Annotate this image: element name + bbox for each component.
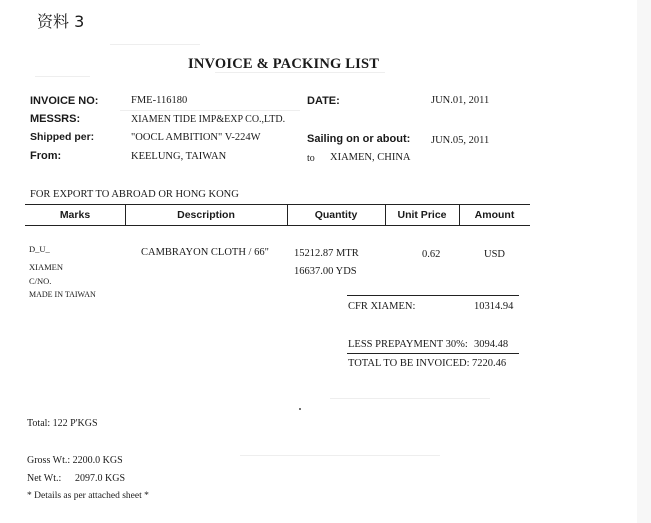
marks-line-1: D_U_	[29, 244, 50, 254]
gross-weight: Gross Wt.: 2200.0 KGS	[27, 455, 123, 466]
invoice-no-label: INVOICE NO:	[30, 95, 99, 107]
row-description: CAMBRAYON CLOTH / 66"	[141, 247, 269, 258]
cfr-label: CFR XIAMEN:	[348, 301, 416, 312]
invoiced-label: TOTAL TO BE INVOICED:	[348, 358, 470, 369]
marks-line-4: MADE IN TAIWAN	[29, 290, 96, 299]
table-header-quantity: Quantity	[314, 209, 358, 221]
table-header-amount: Amount	[474, 209, 515, 221]
net-weight-value: 2097.0 KGS	[75, 473, 126, 484]
row-currency: USD	[484, 249, 506, 260]
marks-line-2: XIAMEN	[29, 262, 63, 272]
table-header-bottom-rule	[25, 225, 530, 226]
scan-artifact	[330, 398, 490, 399]
from-value: KEELUNG, TAIWAN	[131, 151, 227, 162]
invoice-no-value: FME-116180	[131, 95, 188, 106]
prepayment-label: LESS PREPAYMENT 30%:	[348, 339, 468, 350]
cfr-top-rule	[347, 295, 519, 296]
scan-artifact	[35, 76, 90, 77]
net-weight-label: Net Wt.:	[27, 473, 62, 484]
table-top-rule	[25, 204, 530, 205]
row-unit-price: 0.62	[422, 249, 441, 260]
from-label: From:	[30, 150, 62, 162]
table-header-unit-price: Unit Price	[397, 209, 447, 221]
date-label: DATE:	[307, 95, 340, 107]
shipped-per-value: "OOCL AMBITION" V-224W	[131, 132, 261, 143]
document-title: INVOICE & PACKING LIST	[188, 56, 380, 72]
export-note: FOR EXPORT TO ABROAD OR HONG KONG	[30, 189, 239, 200]
messrs-label: MESSRS:	[30, 113, 81, 125]
row-quantity-yds: 16637.00 YDS	[294, 266, 357, 277]
to-label: to	[307, 153, 315, 164]
scan-speck	[299, 408, 301, 410]
table-header-description: Description	[177, 209, 235, 221]
scan-artifact	[120, 110, 300, 111]
marks-line-3: C/NO.	[29, 276, 52, 286]
sailing-value: JUN.05, 2011	[431, 135, 490, 146]
scan-artifact	[240, 455, 440, 456]
prepayment-value: 3094.48	[474, 339, 509, 350]
table-header-marks: Marks	[59, 209, 91, 221]
to-value: XIAMEN, CHINA	[330, 152, 411, 163]
row-quantity-mtr: 15212.87 MTR	[294, 248, 359, 259]
details-note: * Details as per attached sheet *	[27, 491, 149, 501]
page-header-tag: 资料 3	[37, 12, 85, 31]
invoiced-value: 7220.46	[472, 358, 507, 369]
date-value: JUN.01, 2011	[431, 95, 490, 106]
scan-edge	[637, 0, 651, 523]
total-packages: Total: 122 P'KGS	[27, 418, 98, 429]
invoiced-top-rule	[347, 353, 519, 354]
scan-artifact	[110, 44, 200, 45]
cfr-value: 10314.94	[474, 301, 514, 312]
sailing-label: Sailing on or about:	[307, 133, 411, 145]
shipped-per-label: Shipped per:	[30, 131, 95, 143]
messrs-value: XIAMEN TIDE IMP&EXP CO.,LTD.	[131, 114, 286, 125]
